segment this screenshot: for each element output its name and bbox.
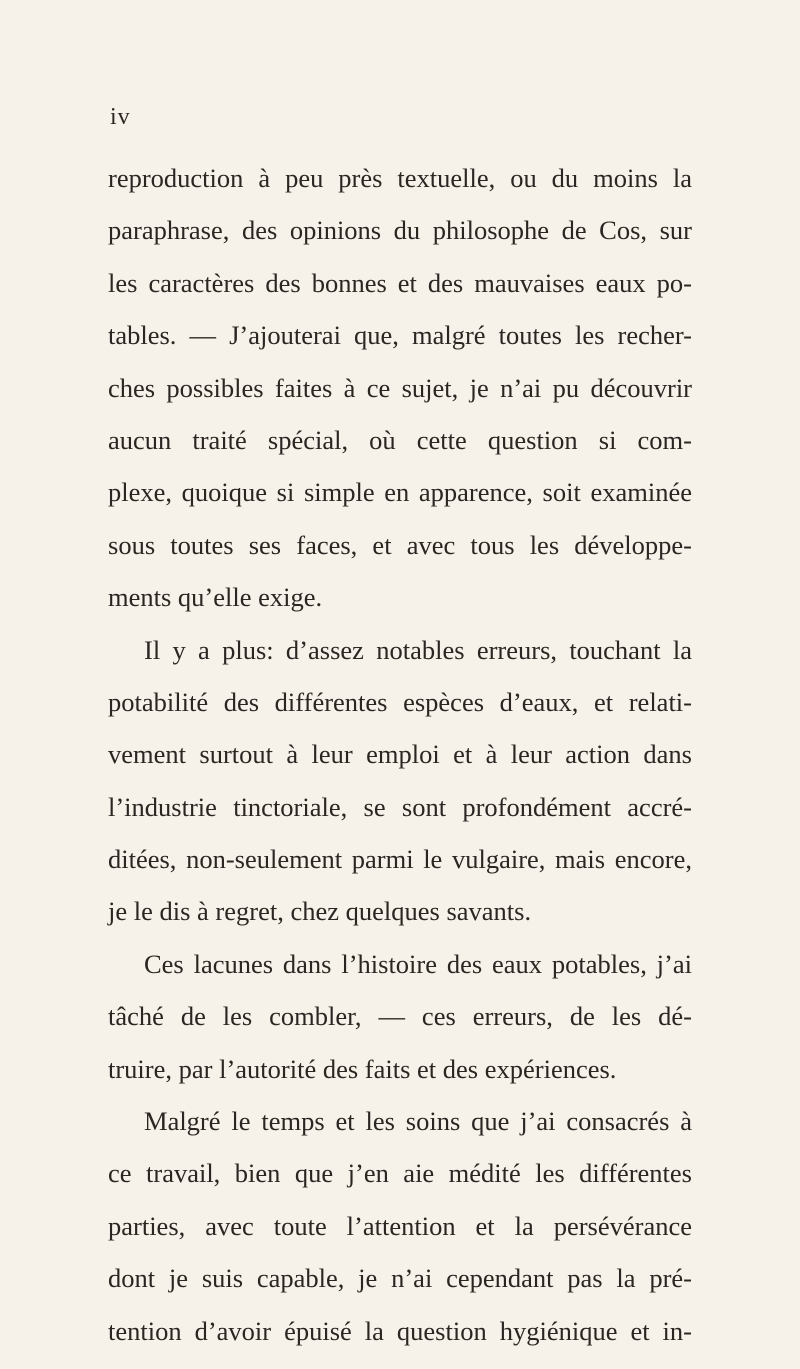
text-line: l’industrie tinctoriale, se sont profondément accré- xyxy=(108,791,692,822)
text-line: dont je suis capable, je n’ai cependant pas la pré- xyxy=(108,1263,692,1294)
text-line: Ces lacunes dans l’histoire des eaux potables, j’ai xyxy=(144,948,692,979)
text-line: Il y a plus: d’assez notables erreurs, touchant la xyxy=(144,634,692,665)
text-line: ches possibles faites à ce sujet, je n’ai pu découvrir xyxy=(108,372,692,403)
page-number: iv xyxy=(110,104,131,130)
text-line: les caractères des bonnes et des mauvaises eaux po- xyxy=(108,267,692,298)
text-line: je le dis à regret, chez quelques savants. xyxy=(108,896,532,927)
text-line: plexe, quoique si simple en apparence, soit examinée xyxy=(108,477,692,508)
text-line: parties, avec toute l’attention et la persévérance xyxy=(108,1210,692,1241)
text-line: paraphrase, des opinions du philosophe de Cos, sur xyxy=(108,215,692,246)
text-line: aucun traité spécial, où cette question si com- xyxy=(108,424,692,455)
text-line: ments qu’elle exige. xyxy=(108,582,323,613)
text-line: tâché de les combler, — ces erreurs, de les dé- xyxy=(108,1001,692,1032)
text-line: Malgré le temps et les soins que j’ai consacrés à xyxy=(144,1106,692,1137)
text-line: truire, par l’autorité des faits et des expériences. xyxy=(108,1053,617,1084)
text-line: reproduction à peu près textuelle, ou du moins la xyxy=(108,163,692,193)
text-line: ce travail, bien que j’en aie médité les différentes xyxy=(108,1158,692,1189)
body-text xyxy=(108,152,692,1357)
text-line: tables. — J’ajouterai que, malgré toutes les recher- xyxy=(108,320,692,351)
text-line: vement surtout à leur emploi et à leur action dans xyxy=(108,739,692,770)
text-line: sous toutes ses faces, et avec tous les développe- xyxy=(108,529,692,560)
text-line: potabilité des différentes espèces d’eaux, et relati- xyxy=(108,686,692,717)
text-line: tention d’avoir épuisé la question hygiénique et in- xyxy=(108,1315,692,1346)
text-line: ditées, non-seulement parmi le vulgaire, mais encore, xyxy=(108,844,692,875)
